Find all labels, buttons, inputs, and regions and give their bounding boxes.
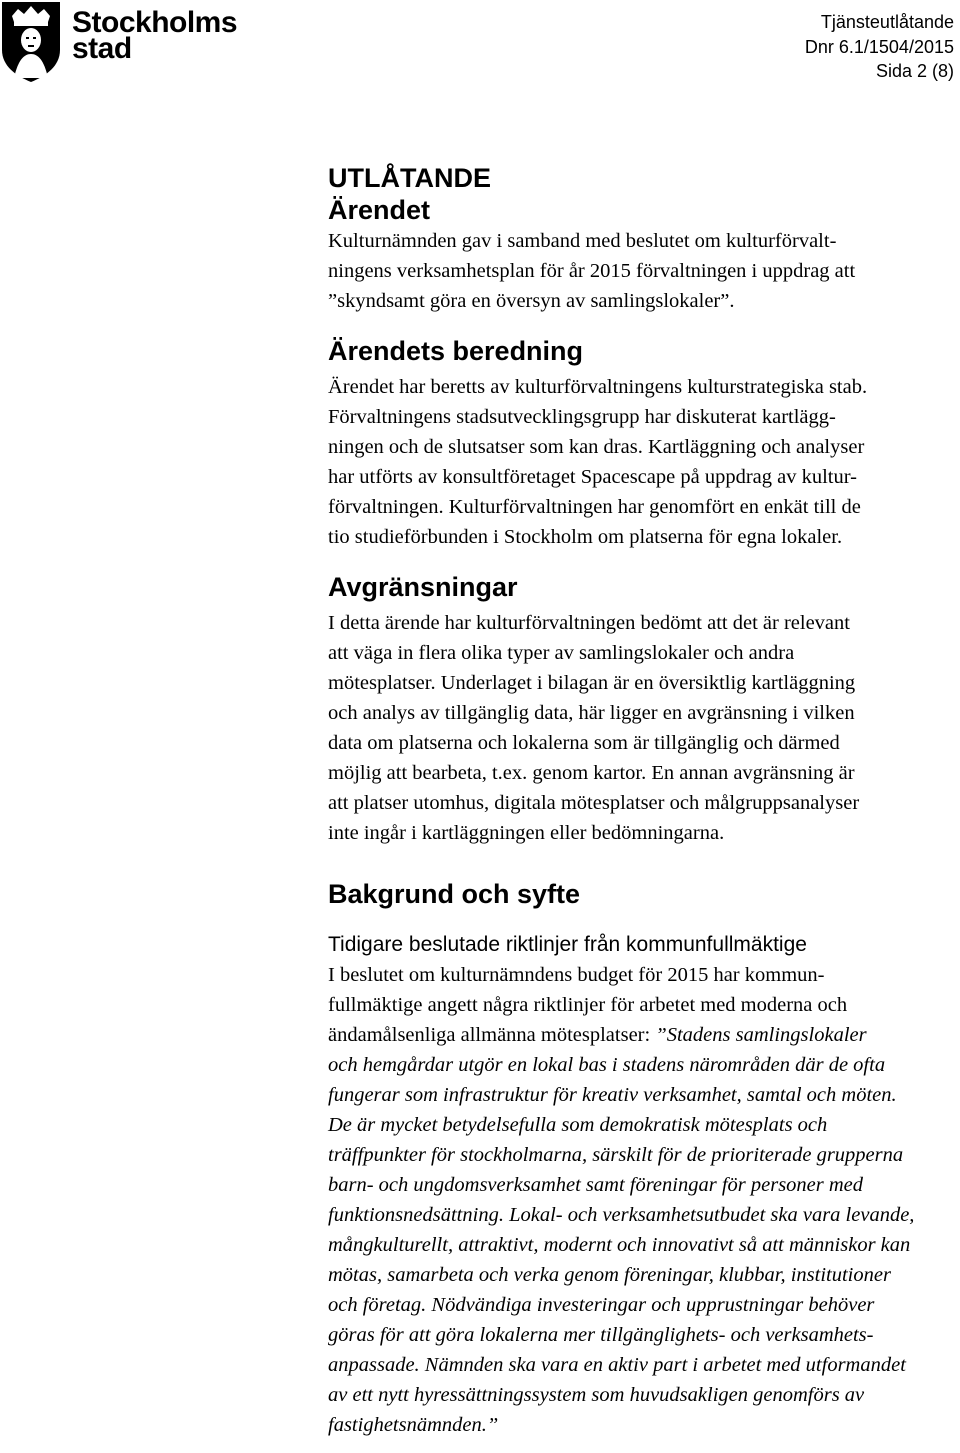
logo-line-stockholms: Stockholms (72, 6, 238, 39)
document-type: Tjänsteutlåtande (820, 12, 954, 32)
quote-line: mångkulturellt, attraktivt, modernt och innovativt så att människor kan (328, 1234, 911, 1256)
document-header (805, 10, 954, 84)
paragraph-line: att väga in flera olika typer av samlingslokaler och andra (328, 642, 795, 664)
document-body (328, 162, 954, 1440)
document-number: Dnr 6.1/1504/2015 (804, 36, 954, 57)
paragraph-line: ”skyndsamt göra en översyn av samlingslokaler”. (328, 290, 735, 312)
paragraph-line: Förvaltningens stadsutvecklingsgrupp har diskuterat kartlägg- (328, 406, 836, 428)
paragraph-line: att platser utomhus, digitala mötesplatser och målgruppsanalyser (328, 792, 860, 814)
document-label: UTLÅTANDE (328, 163, 491, 193)
quote-line: fastighetsnämnden.” (328, 1414, 499, 1436)
section-bakgrund (328, 878, 954, 1440)
crown-shield-icon (0, 0, 68, 84)
paragraph-line: förvaltningen. Kulturförvaltningen har genomfört en enkät till de (328, 496, 861, 518)
section-heading: Ärendet (328, 195, 431, 225)
paragraph-line: I beslutet om kulturnämndens budget för 2015 har kommun- (328, 964, 825, 986)
quote-line: och företag. Nödvändiga investeringar och upprustningar behöver (328, 1294, 875, 1316)
section-beredning (328, 335, 954, 552)
paragraph-line: fullmäktige angett några riktlinjer för arbetet med moderna och (328, 994, 848, 1016)
quote-line: göras för att göra lokalerna mer tillgänglighets- och verksamhets- (328, 1324, 874, 1346)
paragraph-line: ningens verksamhetsplan för år 2015 förvaltningen i uppdrag att (328, 260, 856, 282)
section-subheading: Tidigare beslutade riktlinjer från kommunfullmäktige (328, 933, 807, 956)
paragraph-line: Ärendet har beretts av kulturförvaltningens kulturstrategiska stab. (328, 376, 868, 398)
quote-start: ”Stadens samlingslokaler (655, 1024, 867, 1046)
quote-line: anpassade. Nämnden ska vara en aktiv part i arbetet med utformandet (328, 1354, 906, 1376)
paragraph-line: tio studieförbunden i Stockholm om platserna för egna lokaler. (328, 526, 843, 548)
stockholms-stad-logo (0, 0, 240, 84)
paragraph-line: ningen och de slutsatser som kan dras. Kartläggning och analyser (328, 436, 865, 458)
paragraph-line: data om platserna och lokalerna som är tillgänglig och därmed (328, 732, 840, 754)
quote-line: barn- och ungdomsverksamhet samt föreningar för personer med (328, 1174, 864, 1196)
section-heading: Bakgrund och syfte (328, 879, 581, 909)
quote-line: av ett nytt hyressättningssystem som huvudsakligen genomförs av (328, 1384, 865, 1406)
quote-line: fungerar som infrastruktur för kreativ verksamhet, samtal och möten. (328, 1084, 897, 1106)
paragraph-line: och analys av tillgänglig data, här ligger en avgränsning i vilken (328, 702, 855, 724)
logo-line-stad: stad (72, 32, 132, 65)
paragraph-line: Kulturnämnden gav i samband med beslutet om kulturförvalt- (328, 230, 837, 252)
quote-line: De är mycket betydelsefulla som demokratisk mötesplats och (328, 1114, 828, 1136)
section-heading: Ärendets beredning (328, 336, 584, 366)
quote-line: träffpunkter för stockholmarna, särskilt för de prioriterade grupperna (328, 1144, 904, 1166)
section-heading: Avgränsningar (328, 572, 518, 602)
section-avgransningar (328, 571, 954, 848)
quote-line: och hemgårdar utgör en lokal bas i stadens närområden där de ofta (328, 1054, 886, 1076)
paragraph-text: ändamålsenliga allmänna mötesplatser: (328, 1024, 656, 1046)
paragraph-line: I detta ärende har kulturförvaltningen bedömt att det är relevant (328, 612, 850, 634)
paragraph-line: mötesplatser. Underlaget i bilagan är en översiktlig kartläggning (328, 672, 856, 694)
quote-line: funktionsnedsättning. Lokal- och verksamhetsutbudet ska vara levande, (328, 1204, 915, 1226)
paragraph-line-mixed (328, 1020, 954, 1050)
paragraph-line: inte ingår i kartläggningen eller bedömningarna. (328, 822, 725, 844)
quote-line: mötas, samarbeta och verka genom föreningar, klubbar, institutioner (328, 1264, 891, 1286)
paragraph-line: har utförts av konsultföretaget Spacescape på uppdrag av kultur- (328, 466, 857, 488)
paragraph-line: möjlig att bearbeta, t.ex. genom kartor. En annan avgränsning är (328, 762, 855, 784)
section-arendet (328, 194, 954, 316)
page-number: Sida 2 (8) (875, 61, 954, 81)
